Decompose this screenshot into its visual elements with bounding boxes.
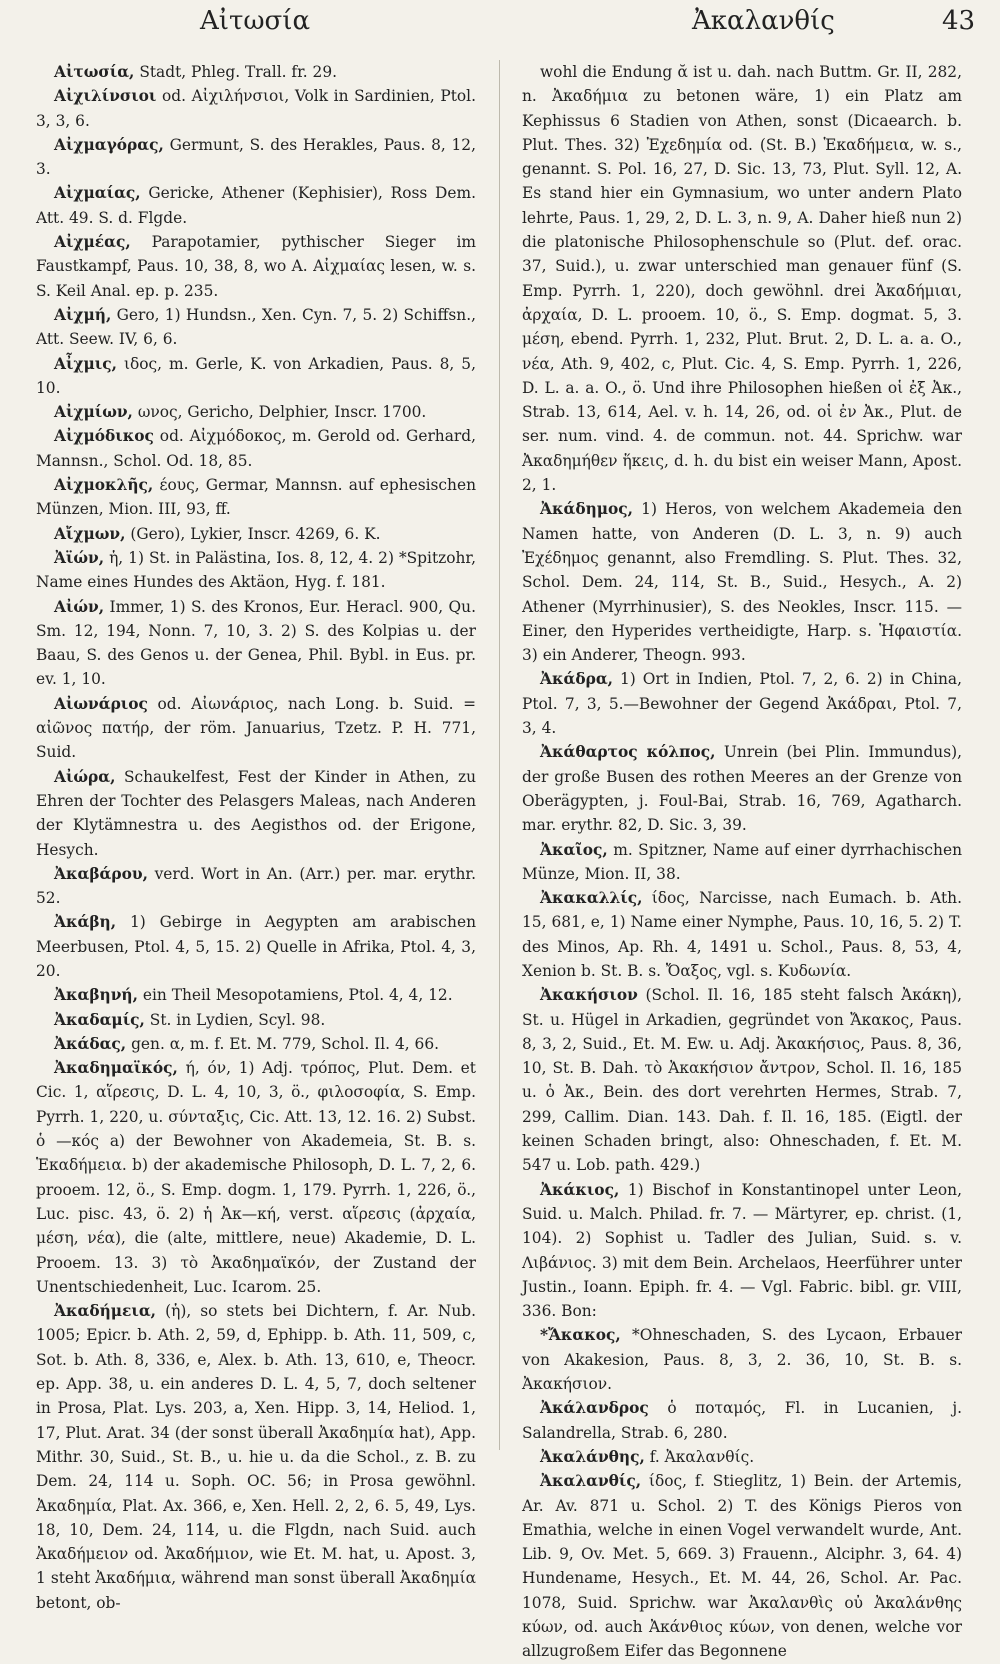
right-column: [522, 60, 962, 1661]
entry-text: ίδος, Narcisse, nach Eumach. b. Ath. 15, 681, e, 1) Name einer Nymphe, Paus. 10, 16, 5. 2) T. des Minos, Ap. Rh. 4, 1491 u. Schol., Paus. 8, 53, 4, Xenion b. St. B. s. Ὄαξος, vgl. s. Κυδωνία.: [522, 889, 962, 980]
entry-headword: Ἀκάδρα,: [540, 670, 614, 689]
entry-headword: Ἀκάδημος,: [540, 500, 634, 519]
dictionary-entry: [522, 1445, 962, 1469]
dictionary-entry: [36, 1032, 476, 1056]
dictionary-entry: [36, 303, 476, 352]
header-left-word: Αἰτωσία: [200, 6, 311, 36]
entry-headword: Αἰχμή,: [54, 305, 112, 324]
entry-headword: Αἰχμοκλῆς,: [54, 476, 154, 495]
entry-text: (ἡ), so stets bei Dichtern, f. Ar. Nub. 1005; Epicr. b. Ath. 2, 59, d, Ephipp. b. Ath. 11, 509, c, Sot. b. Ath. 8, 336, e, Alex. b. Ath. 13, 610, e, Theocr. ep. App. 38, u. ein anderes D. L. 4, 5, 7, doch seltener in Prosa, Plat. Lys. 203, a, Xen. Hipp. 3, 14, Heliod. 1, 17, Plut. Arat. 34 (der sonst überall Ἀκαδημία hat), App. Mithr. 30, Suid., St. B., u. hie u. da die Schol., z. B. zu Dem. 24, 114 u. Soph. OC. 56; in Prosa gewöhnl. Ἀκαδημία, Plat. Ax. 366, e, Xen. Hell. 2, 2, 6. 5, 49, Lys. 18, 10, Dem. 24, 114, u. die Flgdn, nach Suid. auch Ἀκαδήμειον od. Ἀκαδήμιον, wie Et. M. hat, u. Apost. 3, 1 steht Ἀκαδήμια, während man sonst überall Ἀκαδημία betont, ob-: [36, 1302, 476, 1612]
dictionary-entry: [522, 60, 962, 497]
entry-headword: *Ἄκακος,: [540, 1326, 621, 1345]
entry-headword: Ἀκάθαρτος κόλπος,: [540, 743, 716, 762]
entry-text: Unrein (bei Plin. Immundus), der große Busen des rothen Meeres an der Grenze von Oberägypten, j. Foul-Bai, Strab. 16, 769, Agatharch. mar. erythr. 82, D. Sic. 3, 39.: [522, 743, 962, 835]
entry-text: Parapotamier, pythischer Sieger im Faustkampf, Paus. 10, 38, 8, wo A. Αἰχμαίας lesen, w. s. S. Keil Anal. ep. p. 235.: [36, 233, 476, 300]
left-column: [36, 60, 476, 1612]
entry-text: gen. α, m. f. Et. M. 779, Schol. Il. 4, 66.: [131, 1034, 440, 1053]
dictionary-entry: [522, 886, 962, 983]
entry-headword: Αἰών,: [54, 597, 105, 616]
dictionary-entry: [36, 1056, 476, 1299]
dictionary-entry: [522, 838, 962, 887]
entry-text: m. Spitzner, Name auf einer dyrrhachischen Münze, Mion. II, 38.: [522, 840, 962, 883]
entry-headword: Ἀϊών,: [54, 548, 105, 567]
entry-headword: Ἀκαδήμεια,: [54, 1302, 157, 1321]
dictionary-entry: [36, 84, 476, 133]
entry-headword: Αἰτωσία,: [54, 63, 135, 81]
entry-text: 1) Heros, von welchem Akademeia den Namen hatte, von Anderen (D. L. 3, n. 9) auch Ἐχέδημος genannt, also Fremdling. S. Plut. Thes. 32, Schol. Dem. 24, 114, St. B., Suid., Hesych., A. 2) Athener (Myrrhinusier), S. des Neokles, Inscr. 115. — Einer, den Hyperides vertheidigte, Harp. s. Ἡφαιστία. 3) ein Anderer, Theogn. 993.: [522, 500, 962, 665]
entry-text: *Ohneschaden, S. des Lycaon, Erbauer von Akakesion, Paus. 8, 3, 2. 36, 10, St. B. s. Ἀκακήσιον.: [522, 1326, 962, 1394]
entry-text: ίδος, f. Stieglitz, 1) Bein. der Artemis, Ar. Av. 871 u. Schol. 2) T. des Königs Pieros von Emathia, welche in einen Vogel verwandelt wurde, Ant. Lib. 9, Ov. Met. 5, 669. 3) Frauenn., Alciphr. 3, 64. 4) Hundename, Hesych., Et. M. 44, 26, Schol. Ar. Pac. 1078, Suid. Sprichw. war Ἀκαλανθὶς οὐ Ἀκαλάνθης κύων, od. auch Ἀκάνθιος κύων, von denen, welche vor allzugroßem Eifer das Begonnene: [522, 1472, 962, 1661]
dictionary-entry: [36, 400, 476, 424]
entry-text: Gericke, Athener (Kephisier), Ross Dem. Att. 49. S. d. Flgde.: [36, 184, 476, 227]
entry-headword: Ἀκάβη,: [54, 913, 117, 932]
dictionary-entry: [36, 352, 476, 401]
entry-text: od. Αἰχιλήνσιοι, Volk in Sardinien, Ptol. 3, 3, 6.: [36, 87, 476, 130]
entry-headword: Ἀκαδαμίς,: [54, 1010, 145, 1029]
dictionary-entry: [36, 473, 476, 522]
header-right-word: Ἀκαλανθίς: [692, 6, 835, 36]
dictionary-entry: [36, 181, 476, 230]
dictionary-entry: [36, 862, 476, 911]
dictionary-entry: [36, 983, 476, 1007]
entry-headword: Ἀκαλάνθης,: [540, 1447, 645, 1466]
dictionary-entry: [522, 983, 962, 1177]
dictionary-entry: [36, 910, 476, 983]
entry-text: Schaukelfest, Fest der Kinder in Athen, zu Ehren der Tochter des Pelasgers Maleas, nach Anderen der Klytämnestra u. des Aegisthos od. der Erigone, Hesych.: [36, 767, 476, 859]
dictionary-entry: [522, 667, 962, 740]
dictionary-entry: [36, 595, 476, 692]
entry-headword: Αἰχμαίας,: [54, 184, 141, 203]
entry-headword: Αἰώρα,: [54, 767, 116, 786]
entry-headword: Ἀκαλανθίς,: [540, 1472, 642, 1491]
dictionary-entry: [36, 546, 476, 595]
entry-text: wohl die Endung ᾰ ist u. dah. nach Buttm. Gr. II, 282, n. Ἀκαδήμια zu betonen wäre, 1) ein Platz am Kephissus 6 Stadien von Athen, sonst (Dicaearch. b. Plut. Thes. 32) Ἐχεδημία od. (St. B.) Ἑκαδήμεια, w. s., genannt. S. Pol. 16, 27, D. Sic. 13, 73, Plut. Syll. 12, A. Es stand hier ein Gymnasium, wo unter andern Plato lehrte, Paus. 1, 29, 2, D. L. 3, n. 9, A. Daher hieß nun 2) die platonische Philosophenschule so (Plut. def. orac. 37, Suid.), u. zwar unterschied man genauer fünf (S. Emp. Pyrrh. 1, 220), doch gewöhnl. drei Ἀκαδήμιαι, ἀρχαία, D. L. prooem. 10, ö., S. Emp. dogmat. 5, 3. μέση, ebend. Pyrrh. 1, 232, Plut. Brut. 2, D. L. a. a. O., νέα, Ath. 9, 402, c, Plut. Cic. 4, S. Emp. Pyrrh. 1, 226, D. L. a. a. O., ö. Und ihre Philosophen hießen οἱ ἐξ Ἀκ., Strab. 13, 614, Ael. v. h. 14, 26, od. οἱ ἐν Ἀκ., Plut. de ser. num. vind. 4. de commun. not. 44. Sprichw. war Ἀκαδημήθεν ἥκεις, d. h. du bist ein weiser Mann, Apost. 2, 1.: [522, 63, 962, 495]
dictionary-entry: [36, 522, 476, 546]
entry-text: od. Αἰωνάριος, nach Long. b. Suid. = αἰῶνος πατήρ, der röm. Januarius, Tzetz. P. H. 771, Suid.: [36, 694, 476, 762]
entry-headword: Ἀκακήσιον: [540, 986, 638, 1005]
entry-headword: Αἰχμίων,: [54, 403, 133, 422]
entry-text: Gero, 1) Hundsn., Xen. Cyn. 7, 5. 2) Schiffsn., Att. Seew. IV, 6, 6.: [36, 305, 476, 349]
entry-text: ἡ, 1) St. in Palästina, Ios. 8, 12, 4. 2) *Spitzohr, Name eines Hundes des Aktäon, Hyg. f. 181.: [36, 548, 476, 592]
entry-text: 1) Gebirge in Aegypten am arabischen Meerbusen, Ptol. 4, 5, 15. 2) Quelle in Afrika, Ptol. 4, 3, 20.: [36, 913, 476, 980]
entry-text: (Schol. Il. 16, 185 steht falsch Ἀκάκη), St. u. Hügel in Arkadien, gegründet von Ἄκακος, Paus. 8, 3, 2, Suid., Et. M. Ew. u. Adj. Ἀκακήσιος, Paus. 8, 36, 10, St. B. Dah. τὸ Ἀκακήσιον ἄντρον, Schol. Il. 16, 185 u. ὁ Ἀκ., Bein. des dort verehrten Hermes, Strab. 7, 299, Callim. Dian. 143. Dah. f. Il. 16, 185. (Eigtl. der keinen Schaden bringt, also: Ohneschaden, f. Et. M. 547 u. Lob. path. 429.): [522, 986, 962, 1175]
entry-text: ὁ ποταμός, Fl. in Lucanien, j. Salandrella, Strab. 6, 280.: [522, 1399, 962, 1442]
entry-headword: Ἀκαδημαϊκός,: [54, 1059, 178, 1078]
entry-headword: Αἰχμέας,: [54, 233, 131, 252]
entry-text: ιδος, m. Gerle, K. von Arkadien, Paus. 8, 5, 10.: [36, 354, 476, 397]
dictionary-entry: [36, 692, 476, 765]
dictionary-entry: [36, 230, 476, 303]
dictionary-entry: [36, 424, 476, 473]
entry-headword: Αἰωνάριος: [54, 694, 148, 713]
entry-headword: Αἰχμόδικος: [54, 427, 154, 446]
entry-text: ωνος, Gericho, Delphier, Inscr. 1700.: [137, 403, 427, 422]
entry-headword: Ἀκακαλλίς,: [540, 889, 643, 908]
dictionary-entry: [522, 497, 962, 667]
entry-headword: Ἀκαβάρου,: [54, 864, 148, 883]
entry-headword: Αἶχμις,: [54, 354, 117, 373]
dictionary-entry: [522, 1396, 962, 1445]
entry-text: od. Αἰχμόδοκος, m. Gerold od. Gerhard, Mannsn., Schol. Od. 18, 85.: [36, 427, 476, 470]
dictionary-entry: [36, 60, 476, 84]
entry-text: Immer, 1) S. des Kronos, Eur. Heracl. 900, Qu. Sm. 12, 194, Nonn. 7, 10, 3. 2) S. des Kolpias u. der Baau, S. des Genos u. der Genea, Phil. Bybl. in Eus. pr. ev. 1, 10.: [36, 597, 476, 689]
entry-headword: Ἀκάκιος,: [540, 1180, 620, 1199]
entry-headword: Ἀκάλανδρος: [540, 1399, 649, 1418]
entry-text: έους, Germar, Mannsn. auf ephesischen Münzen, Mion. III, 93, ff.: [36, 476, 476, 519]
entry-headword: Ἀκαβηνή,: [54, 986, 138, 1005]
entry-text: ein Theil Mesopotamiens, Ptol. 4, 4, 12.: [142, 986, 453, 1005]
entry-text: verd. Wort in An. (Arr.) per. mar. erythr. 52.: [36, 864, 476, 908]
entry-text: ή, όν, 1) Adj. τρόπος, Plut. Dem. et Cic. 1, αἵρεσις, D. L. 4, 10, 3, ö., φιλοσοφία, S. Emp. Pyrrh. 1, 220, u. σύνταξις, Cic. Att. 13, 12. 16. 2) Subst. ὁ —κός a) der Bewohner von Akademeia, St. B. s. Ἑκαδήμεια. b) der akademische Philosoph, D. L. 7, 2, 6. prooem. 12, ö., S. Emp. dogm. 1, 179. Pyrrh. 1, 226, ö., Luc. pisc. 43, ö. 2) ἡ Ἀκ—κή, verst. αἵρεσις (ἀρχαία, μέση, νέα), die (alte, mittlere, neue) Akademie, D. L. Prooem. 13. 3) τὸ Ἀκαδημαϊκόν, der Zustand der Unentschiedenheit, Luc. Icarom. 25.: [36, 1059, 476, 1296]
entry-text: St. in Lydien, Scyl. 98.: [149, 1010, 326, 1029]
dictionary-entry: [522, 1469, 962, 1663]
dictionary-entry: [36, 1299, 476, 1615]
entry-text: 1) Ort in Indien, Ptol. 7, 2, 6. 2) in China, Ptol. 7, 3, 5.—Bewohner der Gegend Ἀκάδραι, Ptol. 7, 3, 4.: [522, 670, 962, 738]
entry-text: Stadt, Phleg. Trall. fr. 29.: [139, 63, 338, 81]
entry-text: (Gero), Lykier, Inscr. 4269, 6. K.: [130, 524, 381, 543]
entry-text: f. Ἀκαλανθίς.: [649, 1447, 755, 1466]
entry-headword: Αἴχμων,: [54, 524, 126, 543]
column-divider: [499, 60, 500, 1450]
dictionary-entry: [522, 1178, 962, 1324]
entry-headword: Ἀκαῖος,: [540, 840, 608, 859]
entry-headword: Ἀκάδας,: [54, 1034, 127, 1053]
page-number: 43: [942, 6, 976, 36]
entry-text: Germunt, S. des Herakles, Paus. 8, 12, 3.: [36, 135, 476, 179]
dictionary-entry: [522, 740, 962, 837]
dictionary-entry: [36, 1008, 476, 1032]
entry-headword: Αἰχμαγόρας,: [54, 135, 164, 154]
entry-headword: Αἰχιλίνσιοι: [54, 87, 157, 106]
dictionary-entry: [36, 133, 476, 182]
dictionary-entry: [36, 765, 476, 862]
dictionary-entry: [522, 1323, 962, 1396]
running-header: [0, 2, 1000, 42]
entry-text: 1) Bischof in Konstantinopel unter Leon, Suid. u. Malch. Philad. fr. 7. — Märtyrer, ep. christ. (1, 104). 2) Sophist u. Tadler des Julian, Suid. s. v. Λιβάνιος. 3) mit dem Bein. Archelaos, Heerführer unter Justin., Ioann. Epiph. fr. 4. — Vgl. Fabric. bibl. gr. VIII, 336. Bon:: [522, 1180, 962, 1321]
